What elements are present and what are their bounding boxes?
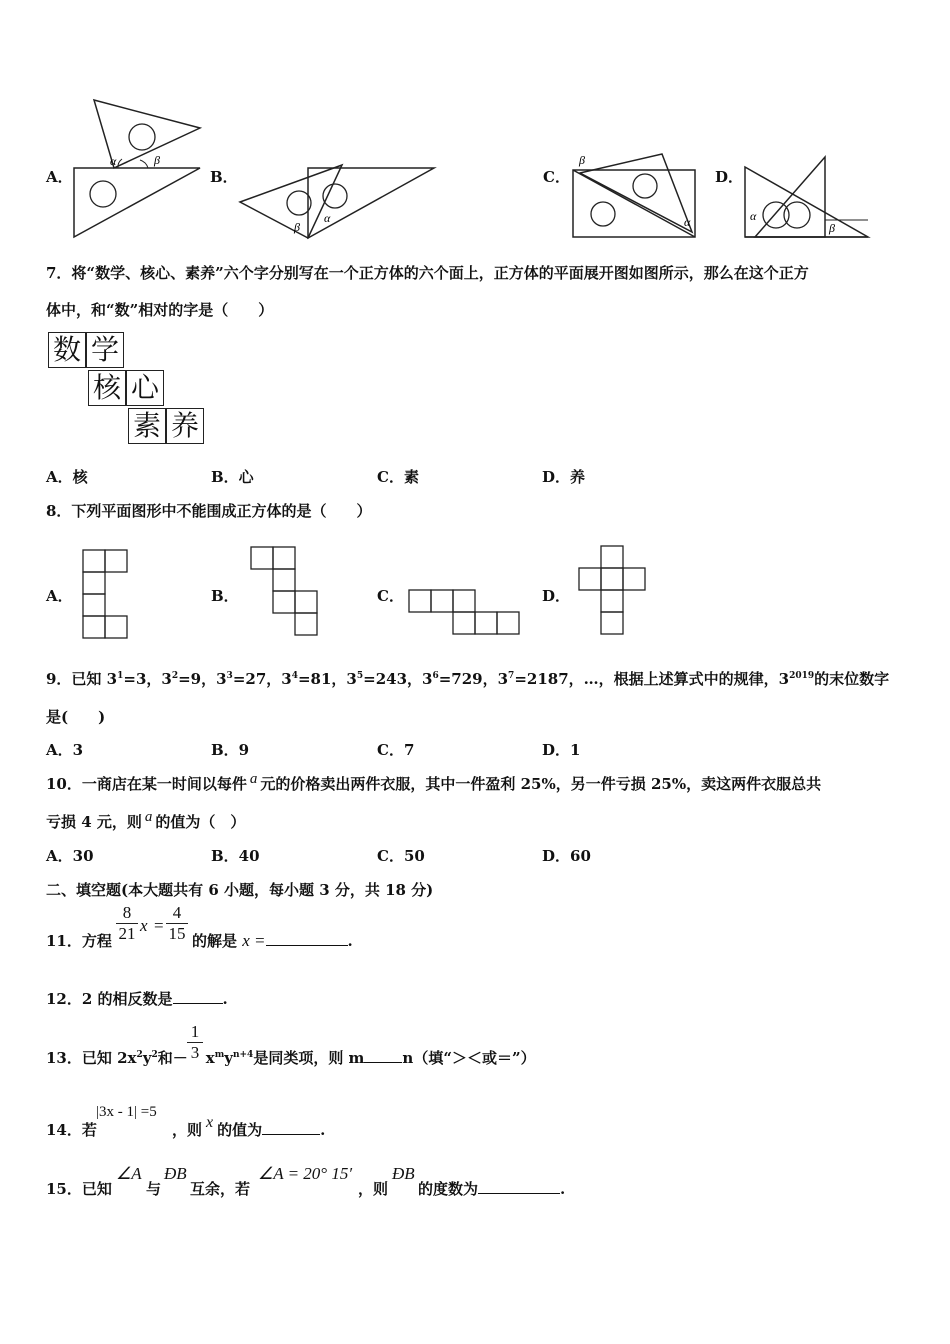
q12-text: 12．2 的相反数是 . <box>46 990 228 1008</box>
q6-option-d-label[interactable]: D． <box>715 168 744 186</box>
q6-figure-a <box>70 95 205 245</box>
q13-fraction: $\frac{1}{3}$ <box>187 1022 203 1063</box>
q15-angle-eq: ∠A = 20° 15′ <box>258 1164 353 1183</box>
q11-answer-blank[interactable] <box>266 931 348 946</box>
q11-fraction-1: $\frac{8}{21}$ <box>116 903 138 944</box>
q11-prefix: 11．方程 <box>46 932 112 950</box>
q8-option-b-label[interactable]: B． <box>211 587 239 605</box>
q11-text: 的解是 x = . <box>192 931 353 950</box>
q6b-beta: β <box>294 220 300 234</box>
q8-figure-d <box>578 545 650 637</box>
q6-figure-b <box>236 160 436 245</box>
net-char-su: 素 <box>128 408 166 444</box>
q6d-alpha: α <box>750 209 757 223</box>
q7-option-c[interactable]: C．素 <box>377 468 419 486</box>
section2-heading: 二、填空题(本大题共有 6 小题，每小题 3 分，共 18 分) <box>46 881 434 899</box>
net-char-xue: 学 <box>86 332 124 368</box>
q14-abs-expression: |3x - 1| =5 <box>96 1104 157 1120</box>
q15-and: 与 <box>146 1180 162 1198</box>
q6-option-c-label[interactable]: C． <box>543 168 570 186</box>
q7-option-b[interactable]: B．心 <box>211 468 254 486</box>
q10-option-c[interactable]: C．50 <box>377 847 425 865</box>
q14-answer-blank[interactable] <box>262 1120 320 1135</box>
q15-angle-b2: ÐB <box>392 1164 415 1183</box>
q10-option-a[interactable]: A．30 <box>46 847 94 865</box>
net-char-xin: 心 <box>126 370 164 406</box>
net-char-shu: 数 <box>48 332 86 368</box>
q15-angle-a: ∠A <box>116 1164 142 1183</box>
q15-text: 的度数为 . <box>418 1180 566 1198</box>
q14-text: ，则 x 的值为 . <box>172 1114 326 1139</box>
q6d-beta: β <box>829 221 835 235</box>
q10-option-b[interactable]: B．40 <box>211 847 260 865</box>
q8-figure-a <box>82 549 130 639</box>
q9-option-c[interactable]: C．7 <box>377 741 415 759</box>
q8-option-d-label[interactable]: D． <box>542 587 571 605</box>
q13-answer-blank[interactable] <box>364 1048 402 1063</box>
q8-option-a-label[interactable]: A． <box>46 587 73 605</box>
q9-option-d[interactable]: D．1 <box>542 741 581 759</box>
q9-text-line2: 是( ) <box>46 708 106 726</box>
q10-text-line1: 10．一商店在某一时间以每件 a 元的价格卖出两件衣服，其中一件盈利 25%，另一件亏损 25%，卖这两件衣服总共 <box>46 771 822 793</box>
q10-text-line2: 亏损 4 元，则 a 的值为（ ） <box>46 809 246 831</box>
q15-answer-blank[interactable] <box>478 1179 560 1194</box>
q6-option-b-label[interactable]: B． <box>210 168 238 186</box>
q12-answer-blank[interactable] <box>173 989 223 1004</box>
q13-text: 13．已知 $2x^2y^2$和－ $x^my^{n+4}$是同类项，则 m n（填“＞＜或＝”） <box>46 1049 536 1067</box>
q6a-beta: β <box>154 153 160 167</box>
q7-text-line2: 体中，和“数”相对的字是（ ） <box>46 301 274 319</box>
q8-figure-b <box>250 546 320 638</box>
q6-figure-c <box>568 150 703 242</box>
q7-option-d[interactable]: D．养 <box>542 468 586 486</box>
q15-angle-b: ÐB <box>164 1164 187 1183</box>
q11-equals: = <box>154 916 164 935</box>
q11-fraction-2: $\frac{4}{15}$ <box>166 903 188 944</box>
q8-option-c-label[interactable]: C． <box>377 587 404 605</box>
q6c-beta: β <box>579 153 585 167</box>
q6-option-a-label[interactable]: A． <box>46 168 73 186</box>
q6-figure-d <box>740 152 875 242</box>
q7-option-a[interactable]: A．核 <box>46 468 88 486</box>
q9-option-a[interactable]: A．3 <box>46 741 84 759</box>
q15-then: ，则 <box>358 1180 389 1198</box>
q10-option-d[interactable]: D．60 <box>542 847 591 865</box>
net-char-yang: 养 <box>166 408 204 444</box>
q9-option-b[interactable]: B．9 <box>211 741 250 759</box>
q7-text-line1: 7．将“数学、核心、素养”六个字分别写在一个正方体的六个面上，正方体的平面展开图如图所示，那么在这个正方 <box>46 264 809 282</box>
q8-text: 8．下列平面图形中不能围成正方体的是（ ） <box>46 502 372 520</box>
q15-mid: 互余，若 <box>190 1180 251 1198</box>
q6c-alpha: α <box>684 215 691 229</box>
q8-figure-c <box>408 589 524 637</box>
q11-var-x: x <box>140 916 148 935</box>
q9-text-line1: 9．已知 $3^1=3$，$3^2=9$，$3^3=27$，$3^4=81$，$3^5=243$，$3^6=729$，$3^7=2187$，…，根据上述算式中的规律，$3^{2019}$的末位数字 <box>46 670 890 688</box>
q6b-alpha: α <box>324 211 331 225</box>
q6a-alpha: α <box>110 154 117 168</box>
q14-prefix: 14．若 <box>46 1121 97 1139</box>
q15-prefix: 15．已知 <box>46 1180 112 1198</box>
net-char-he: 核 <box>88 370 126 406</box>
